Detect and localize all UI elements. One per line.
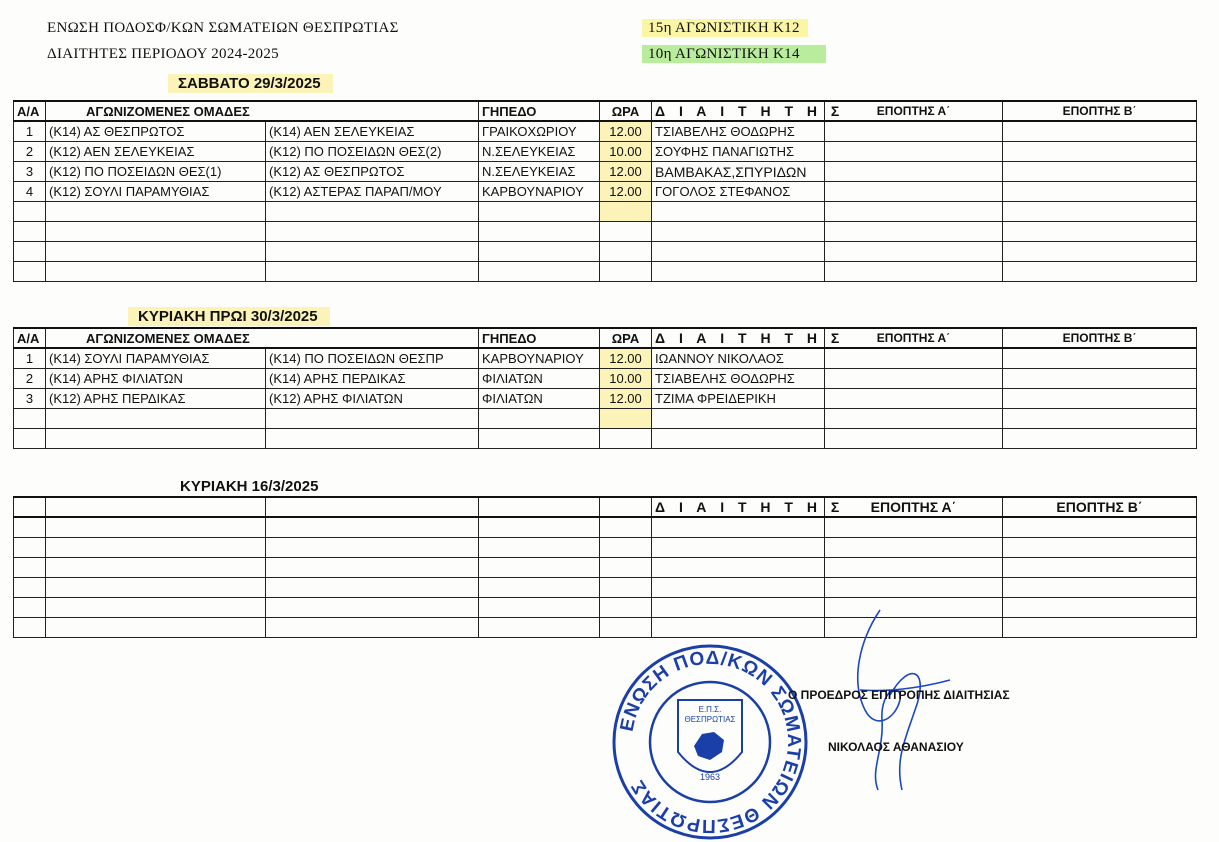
empty-row (14, 517, 1197, 538)
row-number: 2 (14, 142, 46, 162)
match-time: 12.00 (600, 121, 652, 142)
col-assistant-b: ΕΠΟΠΤΗΣ Β΄ (1003, 101, 1197, 121)
referee: ΙΩΑΝΝΟΥ ΝΙΚΟΛΑΟΣ (652, 348, 825, 369)
schedule-table-saturday (13, 100, 1197, 282)
row-number: 1 (14, 348, 46, 369)
assistant-b (1003, 182, 1197, 202)
away-team: (Κ14) ΠΟ ΠΟΣΕΙΔΩΝ ΘΕΣΠΡ (266, 348, 479, 369)
table-row (14, 389, 1197, 409)
col-time: ΩΡΑ (600, 101, 652, 121)
empty-row (14, 618, 1197, 638)
col-assistant-a: ΕΠΟΠΤΗΣ Α΄ (825, 497, 1003, 517)
col-assistant-b: ΕΠΟΠΤΗΣ Β΄ (1003, 497, 1197, 517)
referee: ΤΖΙΜΑ ΦΡΕΙΔΕΡΙΚΗ (652, 389, 825, 409)
day-heading-1: ΣΑΒΒΑΤΟ 29/3/2025 (168, 75, 333, 92)
row-number: 3 (14, 389, 46, 409)
assistant-a (825, 182, 1003, 202)
schedule-table-sunday-morning (13, 327, 1197, 449)
match-time: 12.00 (600, 348, 652, 369)
col-teams: ΑΓΩΝΙΖΟΜΕΝΕΣ ΟΜΑΔΕΣ (46, 101, 479, 121)
svg-text:ΕΝΩΣΗ ΠΟΔ/ΚΩΝ ΣΩΜΑΤΕΙΩΝ ΘΕΣΠΡΩ: ΕΝΩΣΗ ΠΟΔ/ΚΩΝ ΣΩΜΑΤΕΙΩΝ ΘΕΣΠΡΩΤΙΑΣ (616, 647, 805, 837)
row-number: 3 (14, 162, 46, 182)
referee: ΤΣΙΑΒΕΛΗΣ ΘΟΔΩΡΗΣ (652, 121, 825, 142)
home-team: (Κ12) ΠΟ ΠΟΣΕΙΔΩΝ ΘΕΣ(1) (46, 162, 266, 182)
referee: ΤΣΙΑΒΕΛΗΣ ΘΟΔΩΡΗΣ (652, 369, 825, 389)
day-heading-3: ΚΥΡΙΑΚΗ 16/3/2025 (180, 478, 319, 495)
table-row (14, 142, 1197, 162)
col-time: ΩΡΑ (600, 328, 652, 348)
empty-row (14, 538, 1197, 558)
round-k14: 10η ΑΓΩΝΙΣΤΙΚΗ Κ14 (642, 46, 826, 63)
match-time: 12.00 (600, 182, 652, 202)
signatory-name: ΝΙΚΟΛΑΟΣ ΑΘΑΝΑΣΙΟΥ (828, 740, 964, 754)
assistant-b (1003, 369, 1197, 389)
row-number: 1 (14, 121, 46, 142)
empty-row (14, 598, 1197, 618)
assistant-a (825, 142, 1003, 162)
assistant-a (825, 389, 1003, 409)
referee: ΒΑΜΒΑΚΑΣ,ΣΠΥΡΙΔΩΝ (652, 162, 825, 182)
away-team: (Κ12) ΠΟ ΠΟΣΕΙΔΩΝ ΘΕΣ(2) (266, 142, 479, 162)
field: ΚΑΡΒΟΥΝΑΡΙΟΥ (479, 182, 600, 202)
empty-row (14, 262, 1197, 282)
org-title: ΕΝΩΣΗ ΠΟΔΟΣΦ/ΚΩΝ ΣΩΜΑΤΕΙΩΝ ΘΕΣΠΡΩΤΙΑΣ (47, 20, 399, 36)
field: ΦΙΛΙΑΤΩΝ (479, 369, 600, 389)
schedule-table-sunday (13, 496, 1197, 638)
row-number: 4 (14, 182, 46, 202)
assistant-b (1003, 348, 1197, 369)
col-aa: Α/Α (14, 101, 46, 121)
field: Ν.ΣΕΛΕΥΚΕΙΑΣ (479, 162, 600, 182)
assistant-a (825, 162, 1003, 182)
col-assistant-b: ΕΠΟΠΤΗΣ Β΄ (1003, 328, 1197, 348)
table-header (14, 101, 1197, 121)
table-header (14, 328, 1197, 348)
home-team: (Κ12) ΣΟΥΛΙ ΠΑΡΑΜΥΘΙΑΣ (46, 182, 266, 202)
match-time: 12.00 (600, 162, 652, 182)
association-stamp (610, 642, 810, 842)
empty-row (14, 558, 1197, 578)
col-teams: ΑΓΩΝΙΖΟΜΕΝΕΣ ΟΜΑΔΕΣ (46, 328, 479, 348)
assistant-b (1003, 121, 1197, 142)
field: ΚΑΡΒΟΥΝΑΡΙΟΥ (479, 348, 600, 369)
table-row (14, 182, 1197, 202)
empty-row (14, 202, 1197, 222)
period-title: ΔΙΑΙΤΗΤΕΣ ΠΕΡΙΟΔΟΥ 2024-2025 (47, 46, 279, 62)
col-aa: Α/Α (14, 328, 46, 348)
home-team: (Κ14) ΣΟΥΛΙ ΠΑΡΑΜΥΘΙΑΣ (46, 348, 266, 369)
col-field: ΓΗΠΕΔΟ (479, 101, 600, 121)
col-assistant-a: ΕΠΟΠΤΗΣ Α΄ (825, 101, 1003, 121)
table-row (14, 348, 1197, 369)
empty-row (14, 409, 1197, 429)
empty-row (14, 222, 1197, 242)
referee: ΣΟΥΦΗΣ ΠΑΝΑΓΙΩΤΗΣ (652, 142, 825, 162)
match-time: 12.00 (600, 389, 652, 409)
col-assistant-a: ΕΠΟΠΤΗΣ Α΄ (825, 328, 1003, 348)
table-row (14, 369, 1197, 389)
col-referee: Δ Ι Α Ι Τ Η Τ Η Σ (652, 328, 825, 348)
assistant-a (825, 348, 1003, 369)
day-heading-2: ΚΥΡΙΑΚΗ ΠΡΩΙ 30/3/2025 (128, 308, 330, 325)
home-team: (Κ14) ΑΣ ΘΕΣΠΡΩΤΟΣ (46, 121, 266, 142)
away-team: (Κ14) ΑΡΗΣ ΠΕΡΔΙΚΑΣ (266, 369, 479, 389)
home-team: (Κ12) ΑΡΗΣ ΠΕΡΔΙΚΑΣ (46, 389, 266, 409)
home-team: (Κ12) ΑΕΝ ΣΕΛΕΥΚΕΙΑΣ (46, 142, 266, 162)
assistant-a (825, 121, 1003, 142)
assistant-b (1003, 142, 1197, 162)
col-referee: Δ Ι Α Ι Τ Η Τ Η Σ (652, 497, 825, 517)
empty-row (14, 242, 1197, 262)
assistant-b (1003, 389, 1197, 409)
round-k12: 15η ΑΓΩΝΙΣΤΙΚΗ Κ12 (642, 20, 808, 37)
assistant-a (825, 369, 1003, 389)
match-time: 10.00 (600, 369, 652, 389)
away-team: (Κ12) ΑΡΗΣ ΦΙΛΙΑΤΩΝ (266, 389, 479, 409)
table-row (14, 162, 1197, 182)
signatory-title: Ο ΠΡΟΕΔΡΟΣ ΕΠΙΤΡΟΠΗΣ ΔΙΑΙΤΗΣΙΑΣ (788, 688, 1010, 702)
empty-row (14, 429, 1197, 449)
field: ΓΡΑΙΚΟΧΩΡΙΟΥ (479, 121, 600, 142)
row-number: 2 (14, 369, 46, 389)
col-field: ΓΗΠΕΔΟ (479, 328, 600, 348)
away-team: (Κ14) ΑΕΝ ΣΕΛΕΥΚΕΙΑΣ (266, 121, 479, 142)
empty-row (14, 578, 1197, 598)
home-team: (Κ14) ΑΡΗΣ ΦΙΛΙΑΤΩΝ (46, 369, 266, 389)
field: Ν.ΣΕΛΕΥΚΕΙΑΣ (479, 142, 600, 162)
table-header (14, 497, 1197, 517)
svg-text:Ε.Π.Σ.: Ε.Π.Σ. (698, 705, 722, 714)
col-referee: Δ Ι Α Ι Τ Η Τ Η Σ (652, 101, 825, 121)
away-team: (Κ12) ΑΣ ΘΕΣΠΡΩΤΟΣ (266, 162, 479, 182)
assistant-b (1003, 162, 1197, 182)
away-team: (Κ12) ΑΣΤΕΡΑΣ ΠΑΡΑΠ/ΜΟΥ (266, 182, 479, 202)
referee: ΓΟΓΟΛΟΣ ΣΤΕΦΑΝΟΣ (652, 182, 825, 202)
svg-text:ΘΕΣΠΡΩΤΙΑΣ: ΘΕΣΠΡΩΤΙΑΣ (684, 715, 736, 724)
table-row (14, 121, 1197, 142)
svg-text:1963: 1963 (699, 772, 721, 782)
field: ΦΙΛΙΑΤΩΝ (479, 389, 600, 409)
match-time: 10.00 (600, 142, 652, 162)
